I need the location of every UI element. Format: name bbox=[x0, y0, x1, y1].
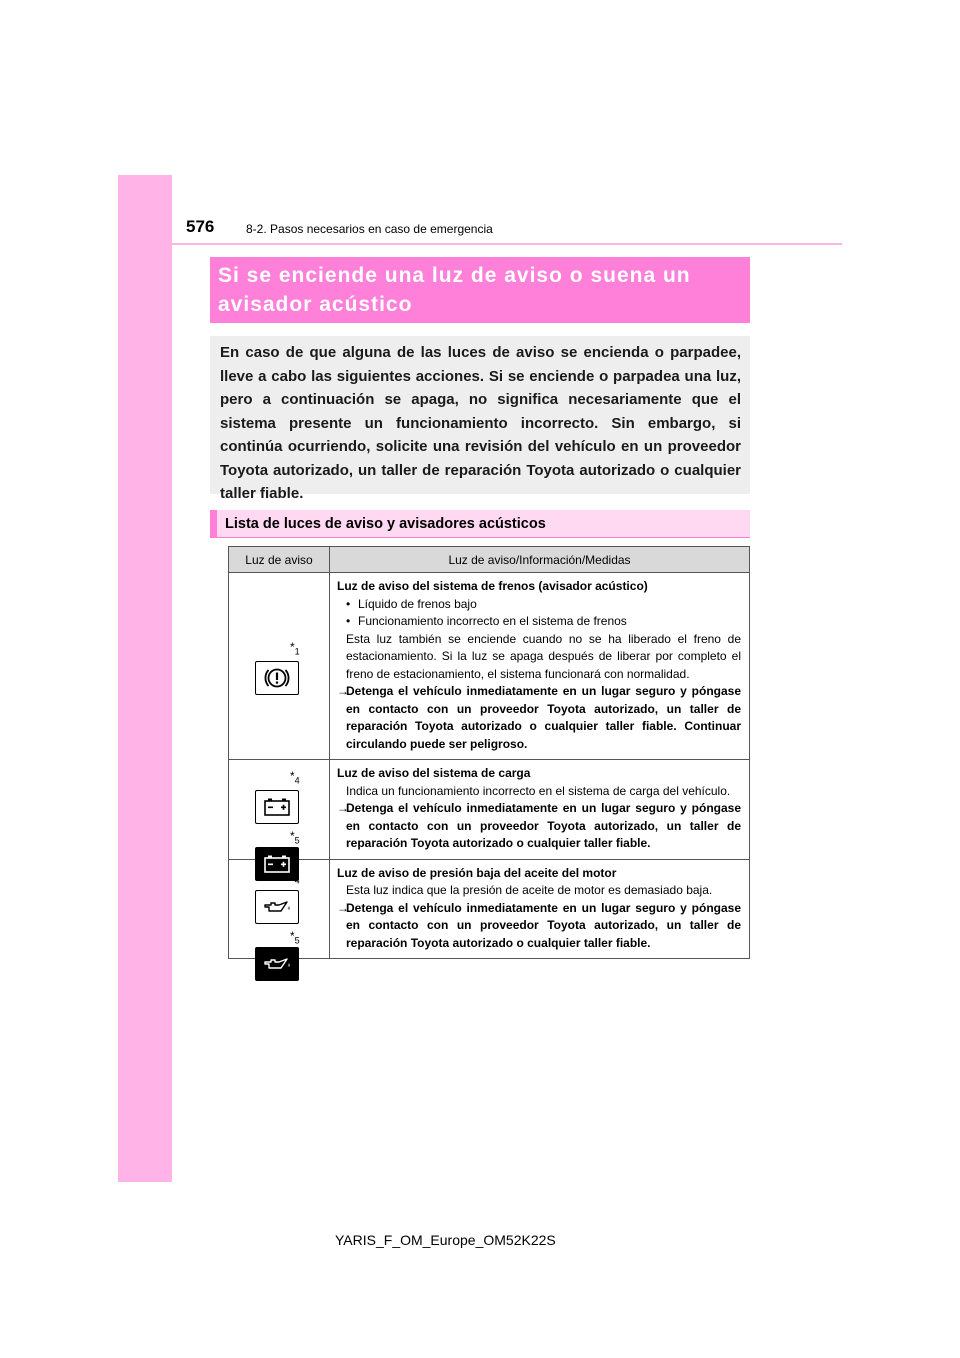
table-row bbox=[229, 859, 750, 959]
header-divider bbox=[172, 243, 842, 245]
oil-can-filled-icon bbox=[255, 947, 299, 981]
description-cell bbox=[330, 573, 750, 760]
warning-light-table bbox=[228, 546, 750, 959]
icon-cell bbox=[229, 573, 330, 760]
page-number: 576 bbox=[186, 217, 215, 236]
document-code: YARIS_F_OM_Europe_OM52K22S bbox=[335, 1232, 556, 1248]
description-cell bbox=[330, 859, 750, 959]
list-item: • Líquido de frenos bajo bbox=[346, 596, 477, 611]
table-header-row bbox=[229, 547, 750, 573]
row-action: →Detenga el vehículo inmediatamente en un lugar seguro y póngase en contacto con un proveedor Toyota autorizado, un taller de reparación Toyota autorizado o cualquier taller fiable. Continuar circulando puede ser peligroso. bbox=[337, 684, 741, 751]
section-header: 8-2. Pasos necesarios en caso de emergencia bbox=[246, 222, 493, 236]
page-title-line-1: Si se enciende una luz de aviso o suena un bbox=[218, 264, 691, 287]
brake-warning-icon bbox=[255, 661, 299, 695]
row-paragraph: Esta luz indica que la presión de aceite de motor es demasiado baja. bbox=[346, 883, 713, 897]
row-action: →Detenga el vehículo inmediatamente en un lugar seguro y póngase en contacto con un proveedor Toyota autorizado, un taller de reparación Toyota autorizado o cualquier taller fiable. bbox=[337, 900, 741, 950]
header-warning-light: Luz de aviso bbox=[229, 547, 330, 573]
row-paragraph: Esta luz también se enciende cuando no se ha liberado el freno de estacionamiento. Si la luz se apaga después de liberar por completo el freno de estacionamiento, el sistema funcionará con normalidad. bbox=[346, 631, 741, 681]
side-tab-strip bbox=[118, 175, 172, 1182]
icon-cell bbox=[229, 760, 330, 860]
footnote-marker: $*_5$ bbox=[290, 829, 300, 846]
row-title: Luz de aviso del sistema de carga bbox=[337, 766, 531, 780]
row-paragraph: Indica un funcionamiento incorrecto en el sistema de carga del vehículo. bbox=[346, 783, 731, 798]
row-title: Luz de aviso del sistema de frenos (avisador acústico) bbox=[337, 579, 648, 593]
intro-text: En caso de que alguna de las luces de aviso se encienda o parpadee, lleve a cabo las siguientes acciones. Si se enciende o parpadea una luz, pero a continuación se apaga, no significa necesariamente que el sistema presente un funcionamiento incorrecto. Sin embargo, si continúa ocurriendo, solicite una revisión del vehículo en un proveedor Toyota autorizado, un taller de reparación Toyota autorizado o cualquier taller fiable. bbox=[220, 344, 741, 502]
description-cell bbox=[330, 760, 750, 860]
oil-can-outline-icon bbox=[255, 890, 299, 924]
list-item: • Funcionamiento incorrecto en el sistema de frenos bbox=[346, 614, 627, 628]
footnote-marker: $*_5$ bbox=[290, 928, 300, 945]
row-title: Luz de aviso de presión baja del aceite del motor bbox=[337, 865, 617, 880]
icon-cell bbox=[229, 859, 330, 959]
page-title-box bbox=[210, 257, 750, 323]
table-row bbox=[229, 573, 750, 760]
battery-outline-icon bbox=[255, 790, 299, 824]
intro-box bbox=[210, 336, 750, 502]
footnote-marker: $*_4$ bbox=[290, 868, 300, 885]
footnote-marker: $*_1$ bbox=[290, 640, 300, 657]
section-subheading: Lista de luces de aviso y avisadores acústicos bbox=[210, 510, 750, 538]
footnote-marker: $*_4$ bbox=[290, 769, 300, 786]
header-info-measures: Luz de aviso/Información/Medidas bbox=[330, 547, 750, 573]
table-row bbox=[229, 760, 750, 860]
row-action: →Detenga el vehículo inmediatamente en un lugar seguro y póngase en contacto con un proveedor Toyota autorizado, un taller de reparación Toyota autorizado o cualquier taller fiable. bbox=[337, 801, 741, 850]
page-title-line-2: avisador acústico bbox=[218, 293, 413, 316]
